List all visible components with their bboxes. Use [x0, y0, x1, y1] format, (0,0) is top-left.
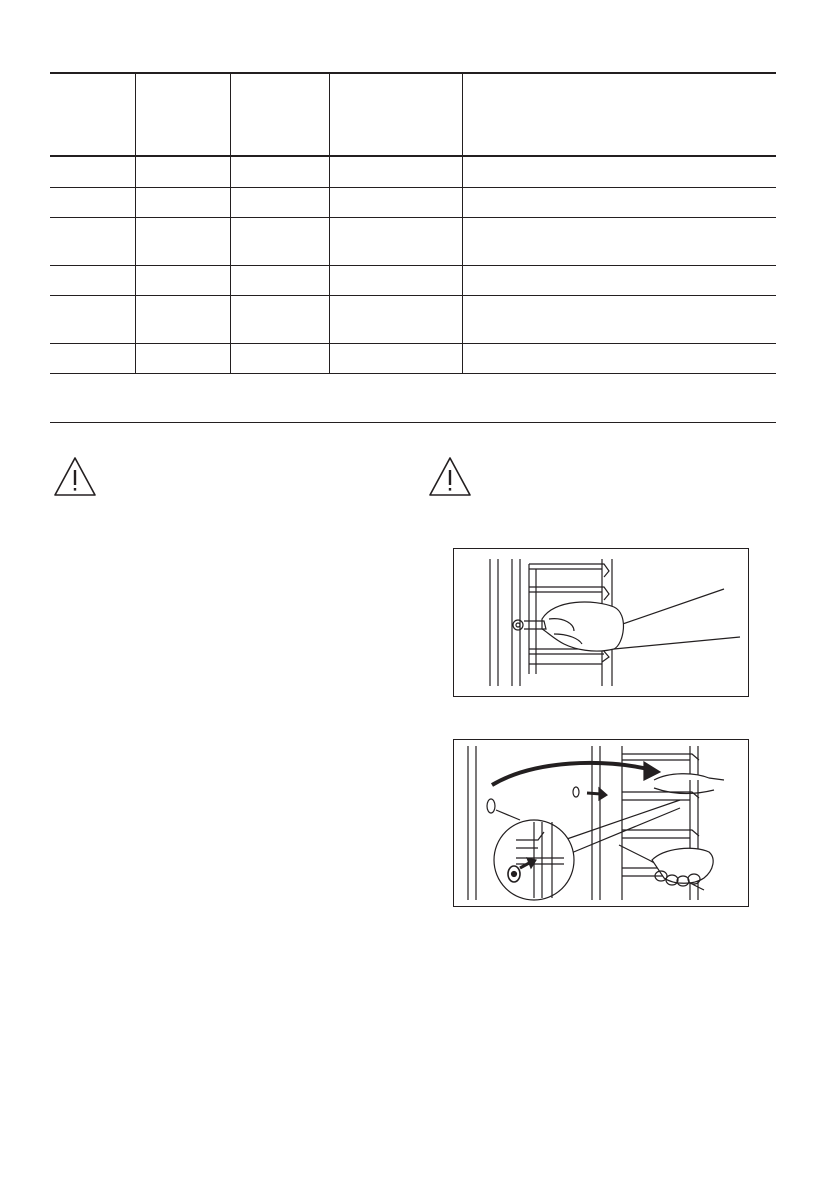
shelf-support-install-figure: [453, 739, 749, 907]
table-row-rule: [50, 187, 776, 188]
warning-triangle-icon: [427, 455, 473, 499]
warning-triangle-icon: [52, 455, 98, 499]
table-bottom-rule: [50, 373, 776, 374]
table-column-separator: [135, 73, 136, 374]
table-row-rule: [50, 343, 776, 344]
table-top-rule: [50, 72, 776, 74]
table-column-separator: [462, 73, 463, 374]
table-row-rule: [50, 295, 776, 296]
table-header-bottom-rule: [50, 155, 776, 157]
table-row-rule: [50, 217, 776, 218]
table-footnote-rule: [50, 422, 776, 423]
shelf-support-removal-figure: [453, 548, 749, 697]
table-column-separator: [230, 73, 231, 374]
table-column-separator: [329, 73, 330, 374]
table-row-rule: [50, 265, 776, 266]
